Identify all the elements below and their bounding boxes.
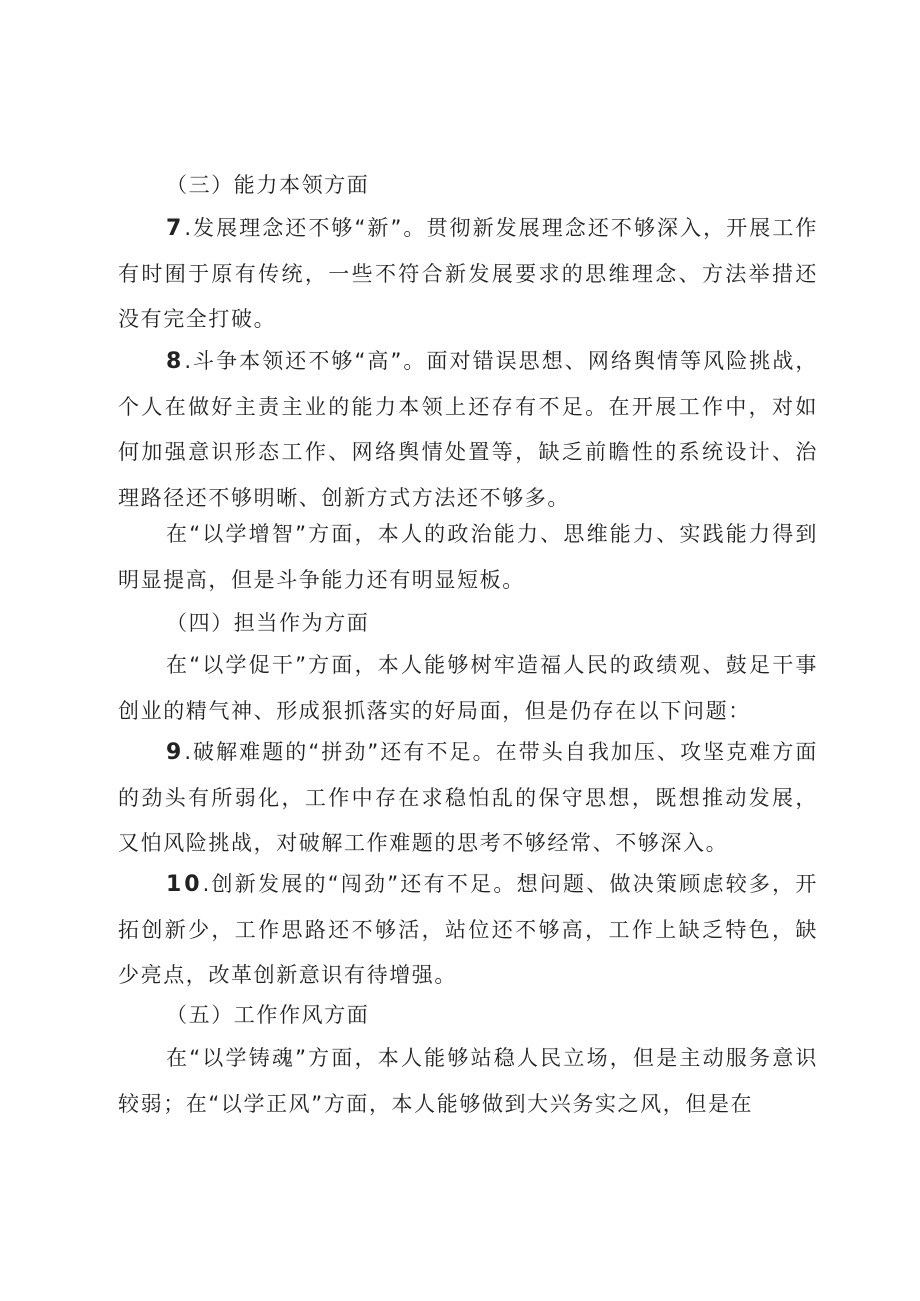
list-item-7 <box>118 206 818 343</box>
item-text: .发展理念还不够“新”。贯彻新发展理念还不够深入，开展工作有时囿于原有传统，一些不符合新发展要求的思维理念、方法举措还没有完全打破。 <box>118 216 818 331</box>
section-heading-responsibility: （四）担当作为方面 <box>166 611 370 635</box>
item-text: .创新发展的“闯劲”还有不足。想问题、做决策顾虑较多，开拓创新少，工作思路还不够活，站位还不够高，工作上缺乏特色，缺少亮点，改革创新意识有待增强。 <box>118 872 818 987</box>
item-number: 7 <box>166 216 185 241</box>
item-number: 9 <box>166 740 185 765</box>
list-item-10 <box>118 862 818 999</box>
item-text: .破解难题的“拼劲”还有不足。在带头自我加压、攻坚克难方面的劲头有所弱化，工作中存在求稳怕乱的保守思想，既想推动发展，又怕风险挑战，对破解工作难题的思考不够经常、不够深入。 <box>118 740 818 855</box>
paragraph-zengzhi: 在“以学增智”方面，本人的政治能力、思维能力、实践能力得到明显提高，但是斗争能力还有明显短板。 <box>118 522 818 592</box>
section-heading-workstyle: （五）工作作风方面 <box>166 1003 370 1027</box>
section-heading-ability: （三）能力本领方面 <box>166 173 370 197</box>
item-number: 10 <box>166 872 203 897</box>
item-text: .斗争本领还不够“高”。面对错误思想、网络舆情等风险挑战，个人在做好主责主业的能力本领上还存有不足。在开展工作中，对如何加强意识形态工作、网络舆情处置等，缺乏前瞻性的系统设计、治理路径还不够明晰、创新方式方法还不够多。 <box>118 349 818 510</box>
item-number: 8 <box>166 349 185 374</box>
list-item-9 <box>118 730 818 867</box>
list-item-8 <box>118 339 818 521</box>
paragraph-zhuhun: 在“以学铸魂”方面，本人能够站稳人民立场，但是主动服务意识较弱；在“以学正风”方面，本人能够做到大兴务实之风，但是在 <box>118 1046 818 1116</box>
paragraph-cugan: 在“以学促干”方面，本人能够树牢造福人民的政绩观、鼓足干事创业的精气神、形成狠抓落实的好局面，但是仍存在以下问题： <box>118 653 818 723</box>
